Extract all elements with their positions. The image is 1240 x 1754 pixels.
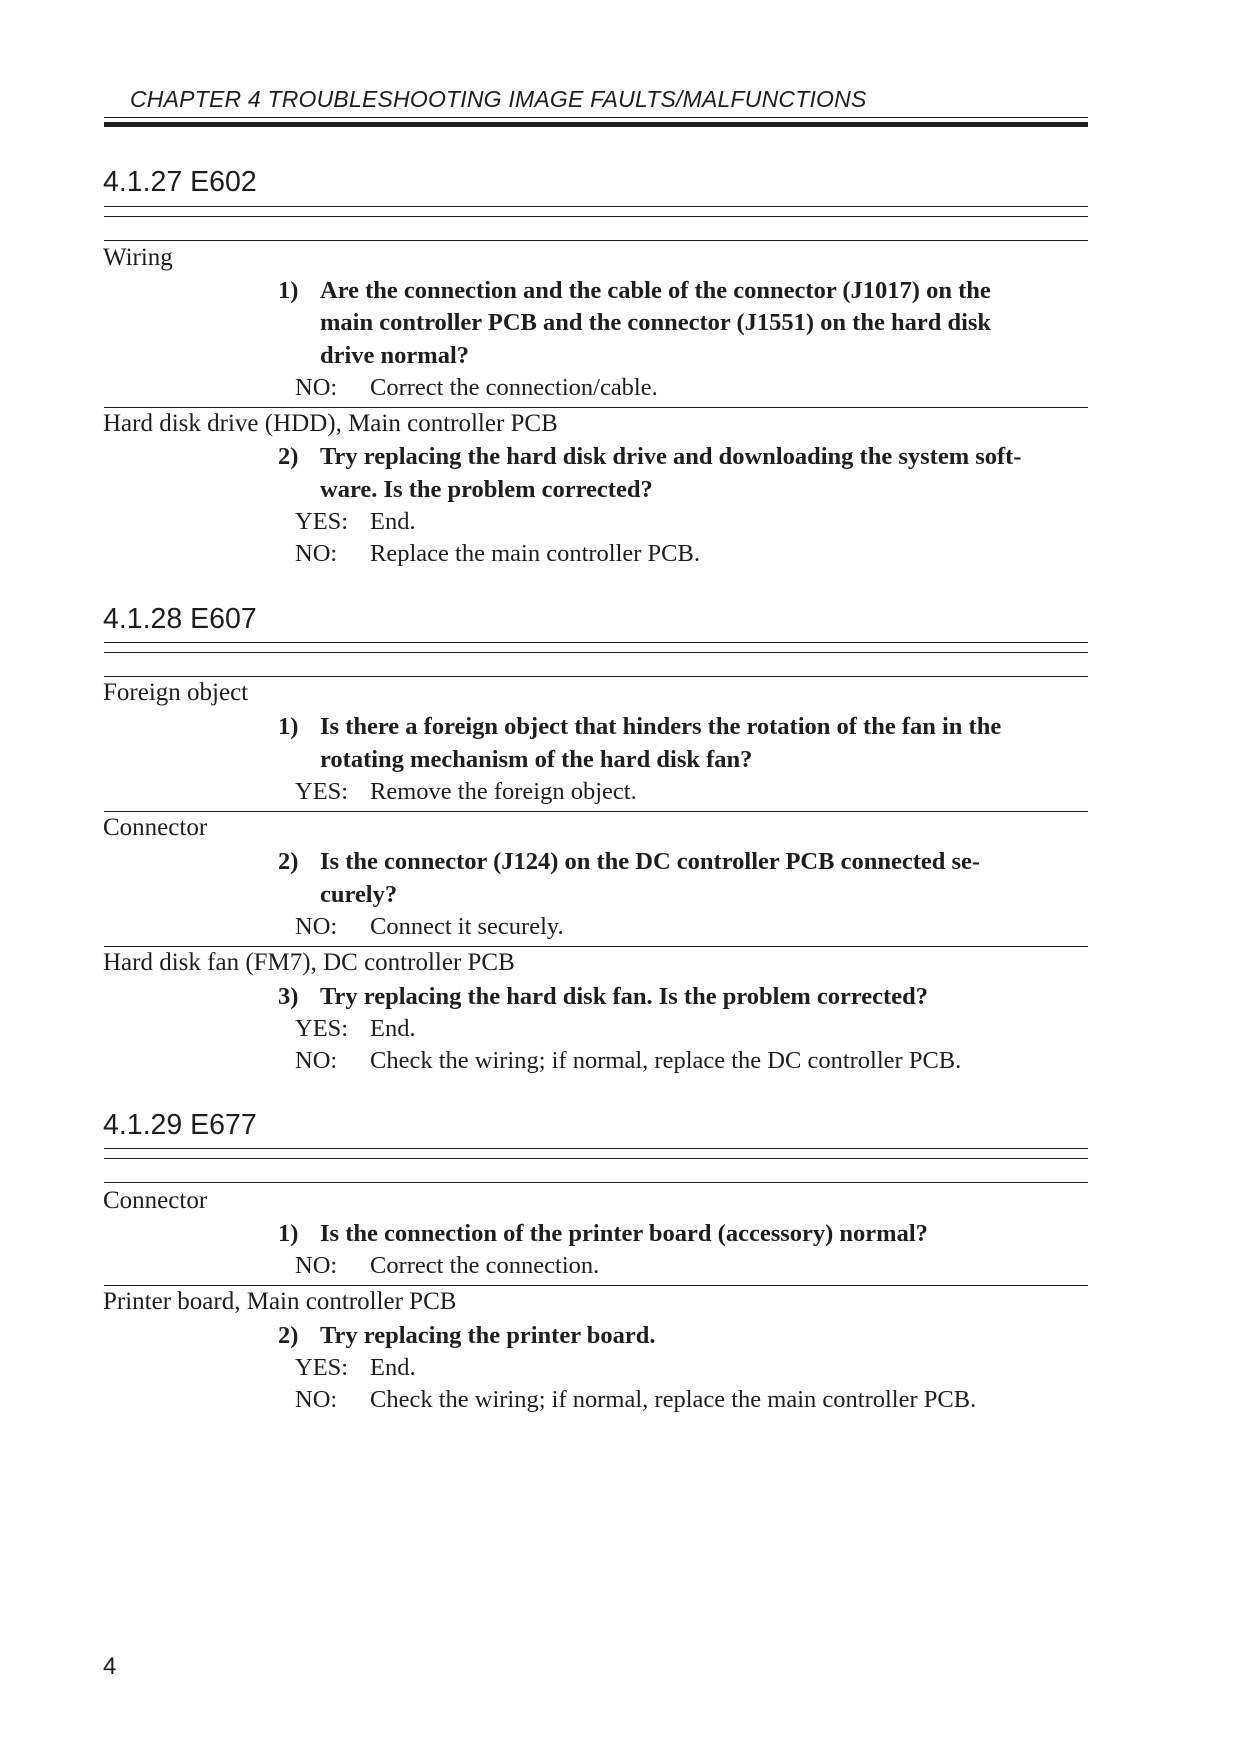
header-rule-thick [104,122,1088,127]
step-category: Connector [103,814,208,841]
answer-text: Check the wiring; if normal, replace the DC controller PCB. [370,1047,962,1074]
answer-key: NO: [295,374,338,401]
answer-key: YES: [295,508,349,535]
answer-key: NO: [295,540,338,567]
answer-key: YES: [295,1015,349,1042]
section-rule [104,206,1088,207]
step-category: Printer board, Main controller PCB [103,1288,457,1315]
step-category: Foreign object [103,679,249,706]
step-question: ware. Is the problem corrected? [320,476,653,503]
step-question: Are the connection and the cable of the connector (J1017) on the [320,277,991,304]
section-rule [104,1182,1088,1183]
step-question: rotating mechanism of the hard disk fan? [320,746,753,773]
section-rule [104,1158,1088,1159]
step-question: Try replacing the hard disk fan. Is the problem corrected? [320,983,928,1010]
section-rule [104,642,1088,643]
page-number: 4 [103,1653,117,1680]
step-number: 3) [278,983,299,1010]
section-rule [104,216,1088,217]
step-question: curely? [320,881,398,908]
step-category: Wiring [103,244,173,271]
step-question: drive normal? [320,342,470,369]
answer-key: NO: [295,1047,338,1074]
section-title: 4.1.27 E602 [103,166,257,198]
step-divider [104,946,1088,947]
answer-text: End. [370,508,416,535]
step-number: 1) [278,277,299,304]
answer-text: End. [370,1015,416,1042]
answer-text: Correct the connection. [370,1252,600,1279]
step-question: main controller PCB and the connector (J1551) on the hard disk [320,309,992,336]
step-category: Connector [103,1187,208,1214]
step-question: Is the connection of the printer board (accessory) normal? [320,1220,928,1247]
step-number: 2) [278,1322,299,1349]
answer-text: Remove the foreign object. [370,778,637,805]
answer-key: NO: [295,1252,338,1279]
step-number: 2) [278,443,299,470]
step-divider [104,811,1088,812]
step-number: 1) [278,1220,299,1247]
header-rule-thin [104,117,1088,118]
step-question: Try replacing the printer board. [320,1322,656,1349]
step-divider [104,407,1088,408]
section-rule [104,652,1088,653]
step-number: 1) [278,713,299,740]
answer-key: YES: [295,1354,349,1381]
answer-text: Check the wiring; if normal, replace the main controller PCB. [370,1386,977,1413]
answer-text: Correct the connection/cable. [370,374,658,401]
answer-text: Replace the main controller PCB. [370,540,700,567]
step-question: Try replacing the hard disk drive and downloading the system soft- [320,443,1022,470]
step-question: Is there a foreign object that hinders the rotation of the fan in the [320,713,1002,740]
section-title: 4.1.29 E677 [103,1109,257,1141]
answer-key: NO: [295,913,338,940]
section-rule [104,676,1088,677]
answer-text: End. [370,1354,416,1381]
step-category: Hard disk drive (HDD), Main controller PCB [103,410,558,437]
step-divider [104,1285,1088,1286]
section-rule [104,240,1088,241]
answer-key: NO: [295,1386,338,1413]
section-title: 4.1.28 E607 [103,603,257,635]
step-number: 2) [278,848,299,875]
answer-text: Connect it securely. [370,913,564,940]
answer-key: YES: [295,778,349,805]
running-head: CHAPTER 4 TROUBLESHOOTING IMAGE FAULTS/MALFUNCTIONS [130,86,867,112]
step-question: Is the connector (J124) on the DC controller PCB connected se- [320,848,981,875]
step-category: Hard disk fan (FM7), DC controller PCB [103,949,515,976]
section-rule [104,1148,1088,1149]
